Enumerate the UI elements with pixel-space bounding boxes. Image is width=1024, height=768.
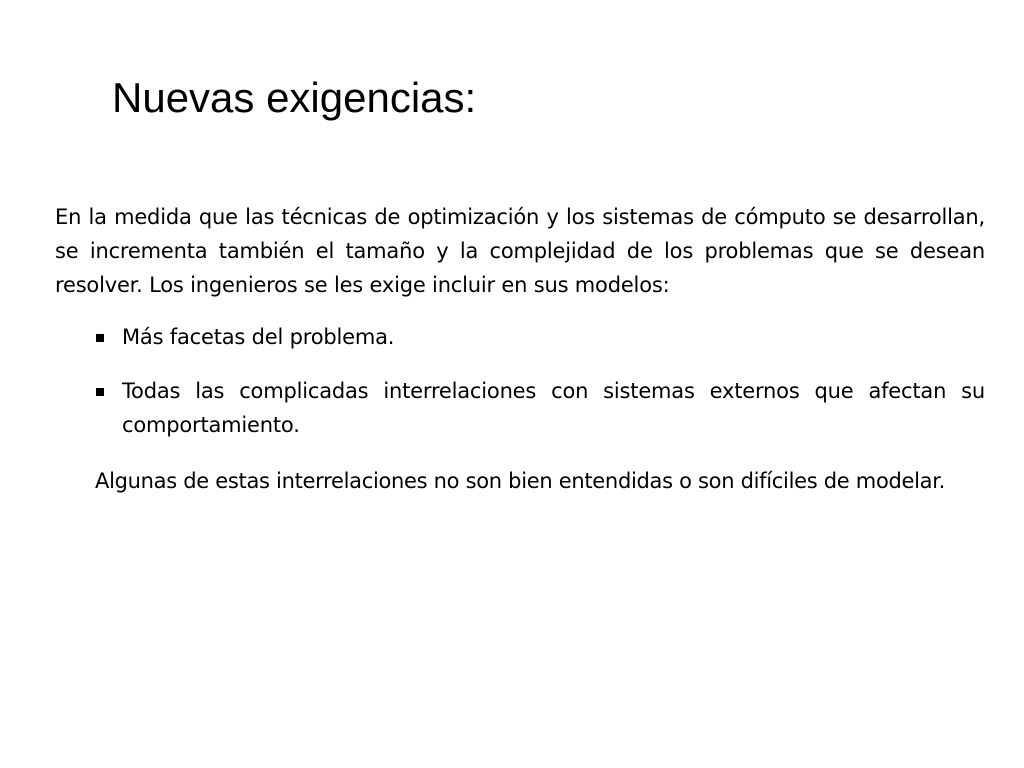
bullet-list	[55, 320, 985, 442]
bullet-item	[122, 374, 985, 442]
bullet-item	[122, 320, 985, 354]
bullet-text: Todas las complicadas interrelaciones con sistemas externos que afectan su comportamiento.	[122, 379, 985, 437]
intro-paragraph: En la medida que las técnicas de optimización y los sistemas de cómputo se desarrollan, se incrementa también el tamaño y la complejidad de los problemas que se desean resolver. Los ingenieros se les exige incluir en sus modelos:	[55, 205, 985, 297]
slide-body	[55, 200, 985, 498]
square-bullet-icon	[96, 334, 104, 342]
closing-paragraph: Algunas de estas interrelaciones no son bien entendidas o son difíciles de modelar.	[95, 469, 946, 493]
square-bullet-icon	[96, 388, 104, 396]
slide-title: Nuevas exigencias:	[112, 74, 477, 121]
bullet-text: Más facetas del problema.	[122, 325, 395, 349]
